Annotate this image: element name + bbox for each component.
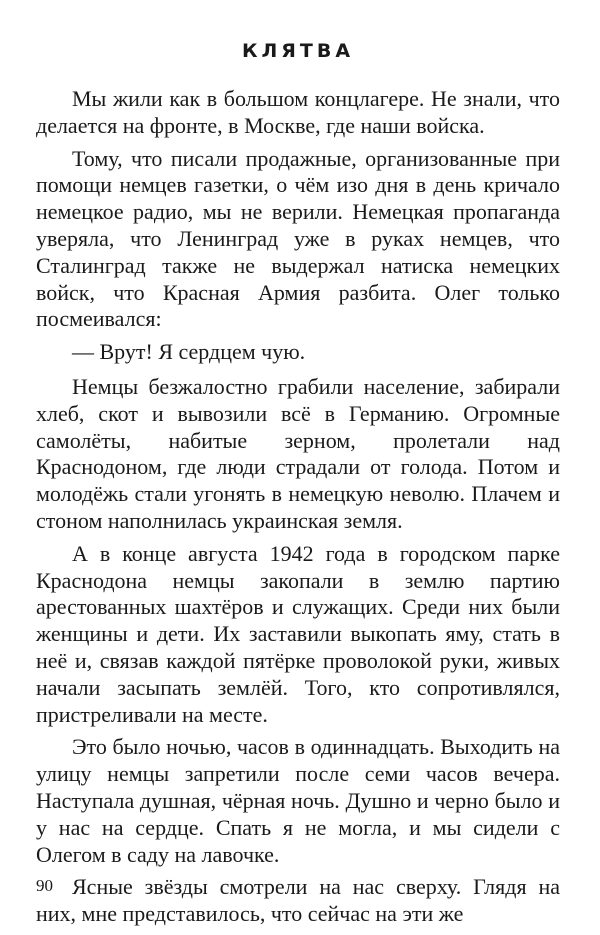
chapter-title: КЛЯТВА xyxy=(241,40,355,62)
paragraph: Немцы безжалостно грабили население, забирали хлеб, скот и вывозили всё в Германию. Огромные самолёты, набитые зерном, пролетали над Краснодоном, где люди страдали от голода. Потом и молодёжь стали угонять в немецкую неволю. Плачем и стоном наполнилась украинская земля. xyxy=(36,373,560,533)
paragraph: Это было ночью, часов в одиннадцать. Выходить на улицу немцы запретили после семи часов вечера. Наступала душная, чёрная ночь. Душно и черно было и у нас на сердце. Спать я не могла, и мы сидели с Олегом в саду на лавочке. xyxy=(36,734,560,867)
paragraph: А в конце августа 1942 года в городском парке Краснодона немцы закопали в землю партию арестованных шахтёров и служащих. Среди них были женщины и дети. Их заставили выкопать яму, стать в неё и, связав каждой пятёрке проволокой руки, живых начали засыпать землёй. Того, кто сопротивлялся, пристреливали на месте. xyxy=(36,540,560,727)
dialogue-line: — Врут! Я сердцем чую. xyxy=(72,339,306,365)
body-text xyxy=(36,86,560,934)
paragraph: Мы жили как в большом концлагере. Не знали, что делается на фронте, в Москве, где наши войска. xyxy=(36,86,560,138)
paragraph: Тому, что писали продажные, организованные при помощи немцев газетки, о чём изо дня в день кричало немецкое радио, мы не верили. Немецкая пропаганда уверяла, что Ленинград уже в руках немцев, что Сталинград также не выдержал натиска немецких войск, что Красная Армия разбита. Олег только посмеивался: xyxy=(36,145,560,332)
paragraph: Ясные звёзды смотрели на нас сверху. Глядя на них, мне представилось, что сейчас на эти же xyxy=(36,874,560,927)
book-page xyxy=(36,0,560,935)
page-number: 90 xyxy=(36,876,53,895)
